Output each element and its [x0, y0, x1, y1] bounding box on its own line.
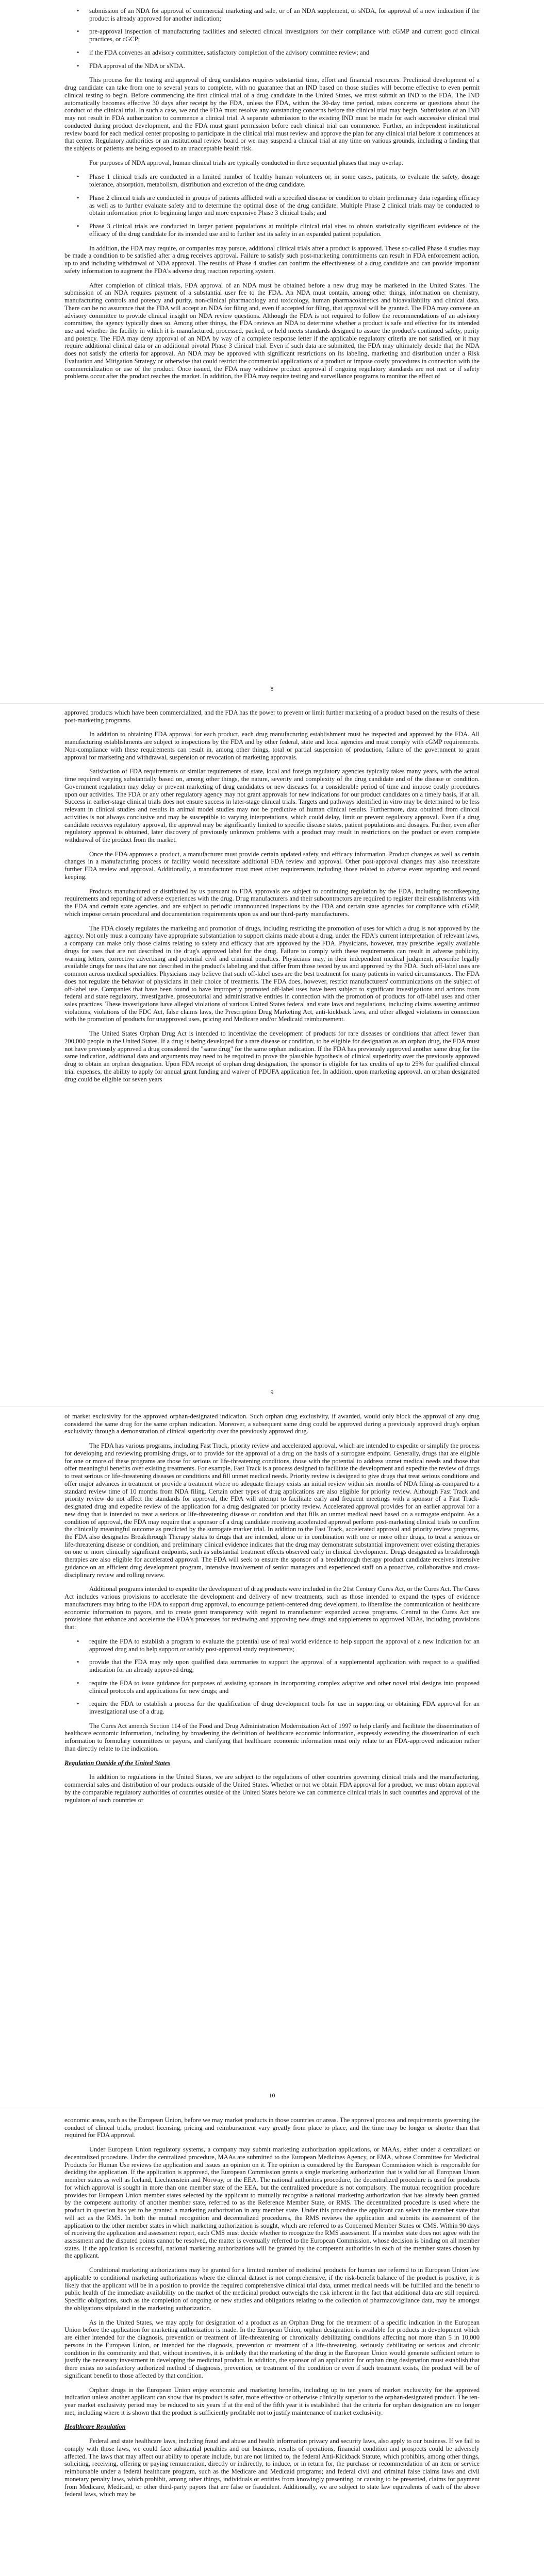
- section-heading: Healthcare Regulation: [64, 2423, 126, 2431]
- cures-act-list: [64, 1638, 480, 1716]
- paragraph: This process for the testing and approval of drug candidates requires substantial time, effort and financial resources. Preclinical development of a drug candidate can take from one to several years to complete, with no guarantee that an IND based on those studies will become effective to even permit clinical testing to begin. Before commencing the first clinical trial of a drug candidate in the United States, we must submit an IND to the FDA. The IND automatically becomes effective 30 days after receipt by the FDA, unless the FDA, within the 30-day time period, raises concerns or questions about the conduct of the clinical trial. In such a case, we and the FDA must resolve any outstanding concerns before the clinical trial may begin. Submission of an IND may not result in FDA authorization to commence a clinical trial. A separate submission to the existing IND must be made for each successive clinical trial conducted during product development, and the FDA must grant permission before each clinical trial can commence. Further, an independent institutional review board for each medical center proposing to participate in the clinical trial must review and approve the plan for any clinical trial before it commences at that center. Regulatory authorities or an institutional review board or we may suspend a clinical trial at any time on various grounds, including a finding that the subjects or patients are being exposed to an unacceptable health risk.: [64, 76, 480, 152]
- paragraph: Federal and state healthcare laws, including fraud and abuse and health information privacy and security laws, also apply to our business. If we fail to comply with those laws, we could face substantial penalties and our business, results of operations, financial condition and prospects could be adversely affected. The laws that may affect our ability to operate include, but are not limited to, the federal Anti-Kickback Statute, which prohibits, among other things, soliciting, receiving, offering or paying remuneration, directly or indirectly, to induce, or in return for, the purchase or recommendation of an item or service reimbursable under a federal healthcare program, such as the Medicare and Medicaid programs; and federal civil and criminal false claims laws and civil monetary penalty laws, which prohibit, among other things, individuals or entities from knowingly presenting, or causing to be presented, claims for payment from Medicare, Medicaid, or other third-party payors that are false or fraudulent. Additionally, we are subject to state law equivalents of each of the above federal laws, which may be: [64, 2437, 480, 2498]
- paragraph: The United States Orphan Drug Act is intended to incentivize the development of products for rare diseases or conditions that affect fewer than 200,000 people in the United States. If a drug is being developed for a rare disease or condition, to be eligible for designation as an orphan drug, the FDA must not have previously approved a drug considered the "same drug" for the same orphan indication. If the FDA has previously approved another same drug for the same indication, additional data and arguments may need to be required to prove the plausible hypothesis of clinical superiority over the previously approved drug to obtain an orphan designation. Upon FDA receipt of orphan drug designation, the sponsor is eligible for tax credits of up to 25% for qualified clinical trial expenses, the ability to apply for annual grant funding and waiver of PDUFA application fee. In addition, upon marketing approval, an orphan designated drug could be eligible for seven years: [64, 1030, 480, 1083]
- paragraph: Once the FDA approves a product, a manufacturer must provide certain updated safety and efficacy information. Product changes as well as certain changes in a manufacturing process or facility would necessitate additional FDA review and approval. Other post-approval changes may also necessitate further FDA review and approval. Additionally, a manufacturer must meet other requirements including those related to adverse event reporting and record keeping.: [64, 850, 480, 880]
- paragraph: In addition to obtaining FDA approval for each product, each drug manufacturing establishment must be inspected and approved by the FDA. All manufacturing establishments are subject to inspections by the FDA and by other federal, state and local agencies and must comply with cGMP requirements. Non-compliance with these requirements can result in, among other things, total or partial suspension of production, failure of the government to grant approval for marketing and withdrawal, suspension or revocation of marketing approvals.: [64, 731, 480, 761]
- page-number: 9: [270, 1388, 274, 1396]
- paragraph: Conditional marketing authorizations may be granted for a limited number of medicinal products for human use referred to in European Union law applicable to conditional marketing authorizations where the clinical dataset is not comprehensive, if the risk-benefit balance of the product is positive, it is likely that the applicant will be in a position to provide the required comprehensive clinical trial data, unmet medical needs will be fulfilled and the benefit to public health of the immediate availability on the market of the medicinal product outweighs the risk inherent in the fact that additional data are still required. Specific obligations, such as the completion of ongoing or new studies and obligations relating to the collection of pharmacovigilance data, may be amongst the obligations stipulated in the marketing authorization.: [64, 2266, 480, 2312]
- list-item: • Phase 1 clinical trials are conducted in a limited number of healthy human volunteers or, in some cases, patients, to evaluate the safety, dosage tolerance, absorption, metabolism, distribution and excretion of the drug candidate.: [64, 173, 480, 188]
- page-separator: [0, 703, 544, 704]
- paragraph: Under European Union regulatory systems, a company may submit marketing authorization applications, or MAAs, either under a centralized or decentralized procedure. Under the centralized procedure, MAAs are submitted to the European Medicines Agency, or EMA, whose Committee for Medicinal Products for Human Use reviews the application and issues an opinion on it. The opinion is considered by the European Commission which is responsible for deciding the application. If the application is approved, the European Commission grants a single marketing authorization that is valid for all European Union member states as well as Iceland, Liechtenstein and Norway, or the EEA. The national authorities procedure, the decentralized procedure is used for products for which approval is sought in more than one member state of the EEA, but the centralized procedure is not compulsory. The mutual recognition procedure provides for European Union member states selected by the applicant to mutually recognize a national marketing authorization that has already been granted by the competent authority of another member state, referred to as the Reference Member State, or RMS. The decentralized procedure is used where the product in question has yet to be granted a marketing authorization in any member state. Under this procedure the applicant can select the member state that will act as the RMS. In both the mutual recognition and decentralized procedures, the RMS reviews the application and submits its assessment of the application to the other member states in which marketing authorization is sought, which are referred to as Concerned Member States or CMS. Within 90 days of receiving the application and assessment report, each CMS must decide whether to recognize the RMS assessment. If a member state does not agree with the assessment and the disputed points cannot be resolved, the matter is eventually referred to the European Commission, whose decision is binding on all member states. If the application is successful, national marketing authorizations will be granted by the competent authorities in each of the member states chosen by the applicant.: [64, 2146, 480, 2260]
- page-number: 8: [270, 685, 274, 692]
- page-number: 10: [269, 2092, 275, 2099]
- paragraph: Products manufactured or distributed by us pursuant to FDA approvals are subject to continuing regulation by the FDA, including recordkeeping requirements and reporting of adverse experiences with the drug. Drug manufacturers and their subcontractors are required to register their establishments with the FDA and certain state agencies, and are subject to periodic unannounced inspections by the FDA and certain state agencies for compliance with cGMP, which impose certain procedural and documentation requirements upon us and our third-party manufacturers.: [64, 887, 480, 918]
- paragraph: Additional programs intended to expedite the development of drug products were included in the 21st Century Cures Act, or the Cures Act. The Cures Act includes various provisions to accelerate the development and delivery of new treatments, such as those intended to expand the types of evidence manufacturers may bring to the FDA to support drug approval, to encourage patient-centered drug development, to liberalize the communication of healthcare economic information to payors, and to create grant transparency with regard to manufacturer expanded access programs. Central to the Cures Act are provisions that enhance and accelerate the FDA's processes for reviewing and approving new drugs and supplements to approved NDAs, including provisions that:: [64, 1585, 480, 1631]
- paragraph: economic areas, such as the European Union, before we may market products in those countries or areas. The approval process and requirements governing the conduct of clinical trials, product licensing, pricing and reimbursement vary greatly from place to place, and the time may be longer or shorter than that required for FDA approval.: [64, 2116, 480, 2139]
- list-item: • pre-approval inspection of manufacturing facilities and selected clinical investigators for their compliance with cGMP and current good clinical practices, or cGCP;: [64, 28, 480, 43]
- requirements-list: [64, 7, 480, 70]
- paragraph: Satisfaction of FDA requirements or similar requirements of state, local and foreign regulatory agencies typically takes many years, with the actual time required varying substantially based on, among other things, the nature, severity and complexity of the drug candidate and of the disease or condition. Government regulation may delay or prevent marketing of drug candidates or new diseases for a considerable period of time and impose costly procedures upon our activities. The FDA or any other regulatory agency may not grant approvals for new indications for our product candidates on a timely basis, if at all. Success in earlier-stage clinical trials does not ensure success in later-stage clinical trials. Targets and pathways identified in vitro may be determined to be less relevant in clinical studies and results in animal model studies may not be predictive of human clinical results. Furthermore, data obtained from clinical activities is not always conclusive and may be susceptible to varying interpretations, which could delay, limit or prevent regulatory approval. Even if a drug candidate receives regulatory approval, the approval may be significantly limited to specific disease states, patient populations and dosages. Further, even after regulatory approval is obtained, later discovery of previously unknown problems with a product may result in restrictions on the product or even complete withdrawal of the product from the market.: [64, 768, 480, 844]
- paragraph: Orphan drugs in the European Union enjoy economic and marketing benefits, including up to ten years of market exclusivity for the approved indication unless another applicant can show that its product is safer, more effective or otherwise clinically superior to the orphan-designated product. The ten-year market exclusivity period may be reduced to six years if at the end of the fifth year it is established that the criteria for orphan designation are no longer met, including where it is shown that the product is sufficiently profitable not to justify maintenance of market exclusivity.: [64, 2386, 480, 2416]
- list-item: • require the FDA to establish a process for the qualification of drug development tools for use in supporting or obtaining FDA approval for an investigational use of a drug.: [64, 1700, 480, 1715]
- list-item: • provide that the FDA may rely upon qualified data summaries to support the approval of a supplemental application with respect to a qualified indication for an already approved drug;: [64, 1658, 480, 1673]
- paragraph: For purposes of NDA approval, human clinical trials are typically conducted in three sequential phases that may overlap.: [89, 159, 403, 166]
- list-item: • if the FDA convenes an advisory committee, satisfactory completion of the advisory committee review; and: [64, 49, 480, 57]
- page-9: [0, 709, 544, 1090]
- page-11: [0, 2116, 544, 2505]
- paragraph: of market exclusivity for the approved orphan-designated indication. Such orphan drug exclusivity, if awarded, would only block the approval of any drug considered the same drug for the same orphan indication. Moreover, a subsequent same drug could be approved during a previously approved drug's orphan exclusivity through a demonstration of clinical superiority over the previously approved drug.: [64, 1413, 480, 1435]
- paragraph: In addition, the FDA may require, or companies may pursue, additional clinical trials after a product is approved. These so-called Phase 4 studies may be made a condition to be satisfied after a drug receives approval. Failure to satisfy such post-marketing commitments can result in FDA enforcement action, up to and including withdrawal of NDA approval. The results of Phase 4 studies can confirm the effectiveness of a drug candidate and can provide important safety information to augment the FDA's adverse drug reaction reporting system.: [64, 244, 480, 275]
- paragraph: The Cures Act amends Section 114 of the Food and Drug Administration Modernization Act of 1997 to help clarify and facilitate the dissemination of healthcare economic information, including by broadening the definition of healthcare economic information, expressly extending the dissemination of such information to formulary committees or payors, and clarifying that healthcare economic information must only relate to an FDA-approved indication rather than directly relate to the indication.: [64, 1722, 480, 1752]
- section-heading: Regulation Outside of the United States: [64, 1759, 171, 1767]
- page-separator: [0, 1406, 544, 1407]
- phase-list: [64, 173, 480, 238]
- list-item: • require the FDA to issue guidance for purposes of assisting sponsors in incorporating complex adaptive and other novel trial designs into proposed clinical protocols and applications for new drugs; and: [64, 1680, 480, 1694]
- list-item: • Phase 2 clinical trials are conducted in groups of patients afflicted with a specified disease or condition to obtain preliminary data regarding efficacy as well as to further evaluate safety and to determine the optimal dose of the drug candidate. Multiple Phase 2 clinical trials may be conducted to obtain information prior to beginning larger and more expensive Phase 3 clinical trials; and: [64, 194, 480, 217]
- list-item: • Phase 3 clinical trials are conducted in larger patient populations at multiple clinical trial sites to obtain statistically significant evidence of the efficacy of the drug candidate for its intended use and to further test its safety in an expanded patient population.: [64, 223, 480, 238]
- paragraph: The FDA has various programs, including Fast Track, priority review and accelerated approval, which are intended to expedite or simplify the process for developing and reviewing promising drugs, or to provide for the approval of a drug on the basis of a surrogate endpoint. Generally, drugs that are eligible for one or more of these programs are those for serious or life-threatening conditions, those with the potential to address unmet medical needs and those that offer meaningful benefits over existing treatments. For example, Fast Track is a process designed to facilitate the development and expedite the review of drugs to treat serious or life-threatening diseases or conditions and fill unmet medical needs. Priority review is designed to give drugs that treat serious conditions and offer major advances in treatment or provide a treatment where no adequate therapy exists an initial review within six months of NDA filing as compared to a standard review time of 10 months from NDA filing. Certain other types of drug applications are also eligible for priority review. Although Fast Track and priority review do not affect the standards for approval, the FDA will attempt to facilitate early and frequent meetings with a sponsor of a Fast Track-designated drug and expedite review of the application for a drug designated for priority review. Accelerated approval provides for an earlier approval for a new drug that is intended to treat a serious or life-threatening disease or condition and that fills an unmet medical need based on a surrogate endpoint. As a condition of approval, the FDA may require that a sponsor of a drug candidate receiving accelerated approval perform post-marketing clinical trials to confirm the clinically meaningful outcome as predicted by the surrogate marker trial. In addition to the Fast Track, accelerated approval and priority review programs, the FDA also designates Breakthrough Therapy status to drugs that are intended, alone or in combination with one or more other drugs, to treat a serious or life-threatening disease or condition, and preliminary clinical evidence indicates that the drug may demonstrate substantial improvement over existing therapies on one or more clinically significant endpoints, such as substantial treatment effects observed early in clinical development. Drugs designated as breakthrough therapies are also eligible for accelerated approval. The FDA will seek to ensure the sponsor of a breakthrough therapy product candidate receives intensive guidance on an efficient drug development program, intensive involvement of senior managers and experienced staff on a proactive, collaborative and cross-disciplinary review and rolling review.: [64, 1442, 480, 1579]
- paragraph: After completion of clinical trials, FDA approval of an NDA must be obtained before a new drug may be marketed in the United States. The submission of an NDA requires payment of a substantial user fee to the FDA. An NDA must contain, among other things, information on chemistry, manufacturing controls and potency and purity, non-clinical pharmacology and toxicology, human pharmacokinetics and bioavailability and clinical data. There can be no assurance that the FDA will accept an NDA for filing and, even if accepted for filing, that approval will be granted. The FDA may convene an advisory committee to provide clinical insight on NDA review questions. Although the FDA is not required to follow the recommendations of an advisory committee, the agency typically does so. Among other things, the FDA reviews an NDA to determine whether a product is safe and effective for its intended use and whether the facility in which it is manufactured, processed, packed, or held meets standards designed to assure the product's continued safety, purity and potency. The FDA may deny approval of an NDA by way of a complete response letter if the applicable regulatory criteria are not satisfied, or it may require additional clinical data or an additional pivotal Phase 3 clinical trial. Even if such data are submitted, the FDA may ultimately decide that the NDA does not satisfy the criteria for approval. An NDA may be approved with significant restrictions on its labeling, marketing and distribution under a Risk Evaluation and Mitigation Strategy or otherwise that could restrict the commercial applications of a product or impose costly procedures in connection with the commercialization or use of the product. Once issued, the FDA may withdraw product approval if ongoing regulatory standards are not met or if safety problems occur after the product reaches the market. In addition, the FDA may require testing and surveillance programs to monitor the effect of: [64, 281, 480, 380]
- paragraph: As in the United States, we may apply for designation of a product as an Orphan Drug for the treatment of a specific indication in the European Union before the application for marketing authorization is made. In the European Union, orphan designation is available for products in development which are either intended for the diagnosis, prevention or treatment of life-threatening or chronically debilitating conditions affecting not more than 5 in 10,000 persons in the European Union, or intended for the diagnosis, prevention or treatment of a life-threatening, seriously debilitating or serious and chronic condition in the community and that, without incentives, it is unlikely that the marketing of the drug in the European Union would generate sufficient return to justify the necessary investment in developing the medicinal product. In addition, the sponsor of an application for orphan drug designation must establish that there exists no satisfactory authorized method of diagnosis, prevention, or treatment of the condition or even if such treatment exists, the product will be of significant benefit to those affected by that condition.: [64, 2318, 480, 2379]
- page-8: [0, 7, 544, 387]
- list-item: • require the FDA to establish a program to evaluate the potential use of real world evidence to help support the approval of a new indication for an approved drug and to help support or satisfy post-approval study requirements;: [64, 1638, 480, 1653]
- list-item: • submission of an NDA for approval of commercial marketing and sale, or of an NDA supplement, or sNDA, for approval of a new indication if the product is already approved for another indication;: [64, 7, 480, 22]
- paragraph: The FDA closely regulates the marketing and promotion of drugs, including restricting the promotion of uses for which a drug is not approved by the agency. Not only must a company have appropriate substantiation to support claims made about a drug, under the FDA's current interpretation of relevant laws, a company can make only those claims relating to safety and efficacy that are approved by the FDA. Physicians, however, may prescribe legally available drugs for uses that are not described in the drug's approved label for the drug. Failure to comply with these requirements can result in adverse publicity, warning letters, corrective advertising and potential civil and criminal penalties. Physicians may, in their independent medical judgment, prescribe legally available drugs for uses that are not described in the product's labeling and that differ from those tested by us and approved by the FDA. Such off-label uses are common across medical specialties. Physicians may believe that such off-label uses are the best treatment for many patients in varied circumstances. The FDA does not regulate the behavior of physicians in their choice of treatments. The FDA does, however, restrict manufacturers' communications on the subject of off-label use. Companies that have been found to have improperly promoted off-label uses have been subject to significant investigations and actions from federal and state regulatory, investigative, prosecutorial and administrative entities in connection with the promotion of products for off-label uses and other sales practices. These investigations have alleged violations of various United States federal and state laws and regulations, including claims asserting antitrust violations, violations of the FDC Act, false claims laws, the Prescription Drug Marketing Act, anti-kickback laws, and other alleged violations in connection with the promotion of products for unapproved uses, pricing and Medicare and/or Medicaid reimbursement.: [64, 924, 480, 1023]
- page-10: [0, 1413, 544, 1810]
- list-item: • FDA approval of the NDA or sNDA.: [64, 62, 480, 70]
- paragraph: approved products which have been commercialized, and the FDA has the power to prevent or limit further marketing of a product based on the results of these post-marketing programs.: [64, 709, 480, 724]
- paragraph: In addition to regulations in the United States, we are subject to the regulations of other countries governing clinical trials and the manufacturing, commercial sales and distribution of our products outside of the United States. Whether or not we obtain FDA approval for a product, we must obtain approval by the comparable regulatory authorities of countries outside of the United States before we can commence clinical trials in such countries and approval of the regulators of such countries or: [64, 1773, 480, 1804]
